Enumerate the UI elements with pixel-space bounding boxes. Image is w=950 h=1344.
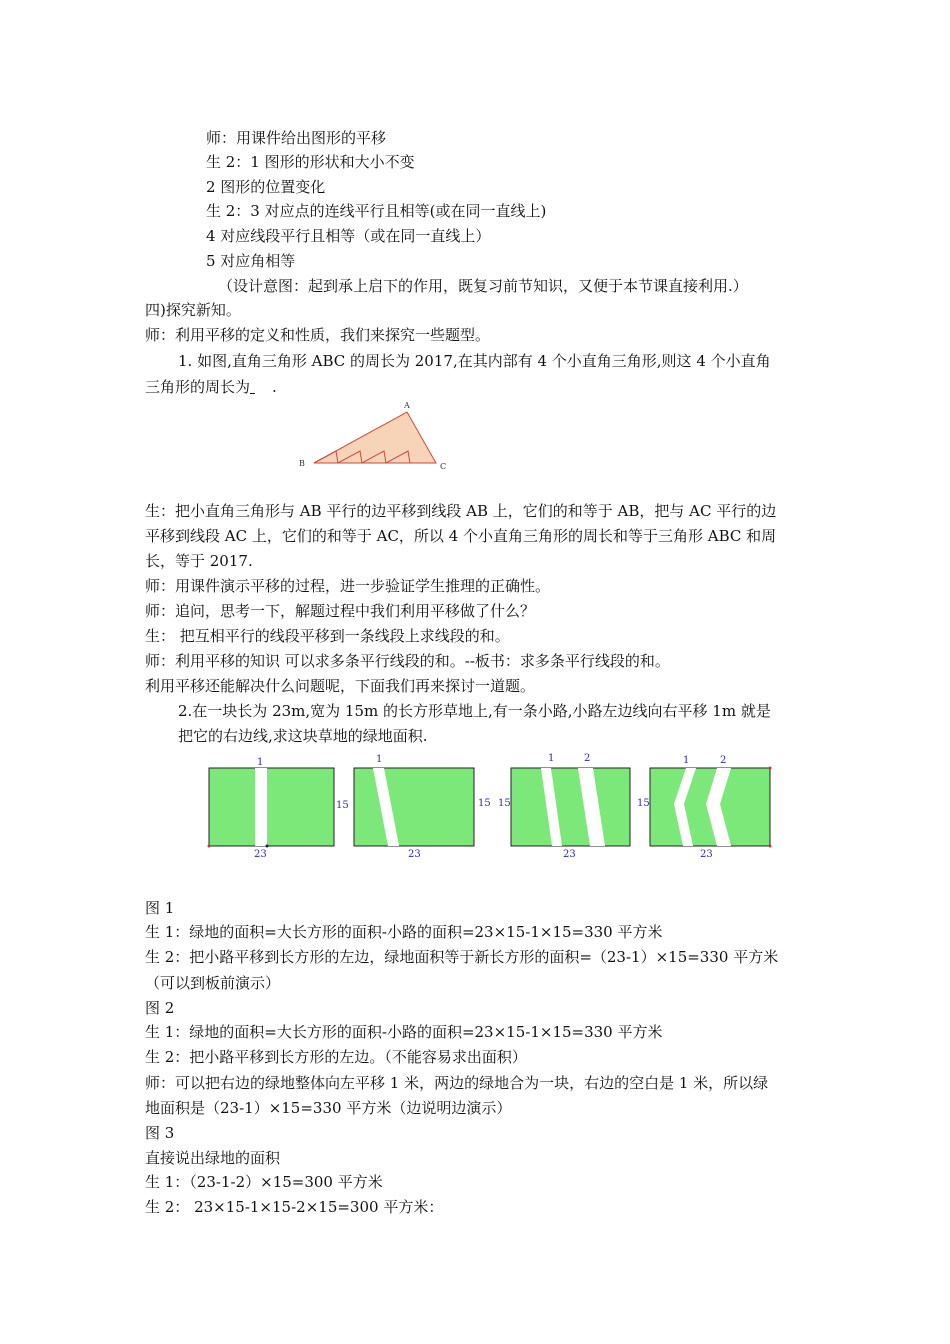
text-line: 生 1：（23-1-2）×15=300 平方米 (145, 1173, 383, 1191)
width-label-2: 2 (720, 755, 727, 766)
lawn (354, 768, 474, 846)
section-heading: 四)探究新知。 (145, 301, 241, 319)
lawn-figure-3 (498, 753, 630, 860)
text-line: 师：利用平移的知识 可以求多条平行线段的和。--板书：求多条平行线段的和。 (145, 652, 670, 670)
text-line: （可以到板前演示） (145, 974, 281, 992)
text-line: 生 2：把小路平移到长方形的左边。（不能容易求出面积） (145, 1048, 527, 1066)
vertex-a-label: A (404, 401, 410, 410)
width-label: 1 (257, 757, 264, 768)
figure-label: 图 2 (145, 999, 175, 1017)
corner-point (208, 845, 211, 848)
figure-label: 图 1 (145, 899, 175, 917)
problem-1-cont (145, 377, 277, 397)
design-note: （设计意图：起到承上启下的作用，既复习前节知识，又便于本节课直接利用.） (218, 277, 748, 295)
text-line: 长，等于 2017. (145, 552, 253, 570)
height-label: 15 (637, 798, 650, 809)
problem-1: 1. 如图,直角三角形 ABC 的周长为 2017,在其内部有 4 个小直角三角形,则这 4 个小直角 (178, 352, 771, 370)
figure-label: 图 3 (145, 1124, 175, 1142)
text-line: 师：追问，思考一下，解题过程中我们利用平移做了什么？ (145, 602, 536, 620)
vertex-c-label: C (440, 462, 447, 471)
text-line: 生 2： 23×15-1×15-2×15=300 平方米： (145, 1198, 444, 1216)
text-line: 生 1：绿地的面积=大长方形的面积-小路的面积=23×15-1×15=330 平方米 (145, 923, 663, 941)
height-label: 15 (478, 798, 491, 809)
corner-point (769, 767, 772, 770)
width-label-1: 1 (683, 755, 690, 766)
lawn-figure-1 (208, 757, 349, 860)
text-line: 生 2：1 图形的形状和大小不变 (206, 153, 415, 171)
corner-point (266, 845, 269, 848)
width-label: 1 (376, 754, 383, 765)
problem-1-period: . (272, 378, 277, 396)
text-line: 利用平移还能解决什么问题呢，下面我们再来探讨一道题。 (145, 677, 536, 695)
problem-1-text: 三角形的周长为 (145, 378, 251, 396)
length-label: 23 (254, 849, 267, 860)
text-line: 师：利用平移的定义和性质，我们来探究一些题型。 (145, 326, 491, 344)
triangle-figure (292, 396, 462, 476)
vertex-b-label: B (299, 459, 305, 468)
answer-blank (250, 377, 272, 397)
corner-point (769, 845, 772, 848)
lawn-figures (200, 748, 785, 863)
lawn (209, 768, 334, 846)
text-line: 4 对应线段平行且相等（或在同一直线上） (206, 227, 491, 245)
text-line: 生 1：绿地的面积=大长方形的面积-小路的面积=23×15-1×15=330 平方米 (145, 1023, 663, 1041)
problem-2: 2.在一块长为 23m,宽为 15m 的长方形草地上,有一条小路,小路左边线向右平移 1m 就是 (178, 702, 771, 720)
text-line: 地面积是（23-1）×15=330 平方米（边说明边演示） (145, 1099, 512, 1117)
height-label: 15 (336, 800, 349, 811)
text-line: 生 2：把小路平移到长方形的左边，绿地面积等于新长方形的面积=（23-1）×15=330 平方米 (145, 948, 779, 966)
text-line: 生 2：3 对应点的连线平行且相等(或在同一直线上) (206, 202, 547, 220)
lawn (511, 768, 630, 846)
lawn-figure-4 (637, 755, 772, 860)
lawn-figure-2 (354, 754, 491, 860)
height-label: 15 (498, 798, 511, 809)
text-line: 师：用课件给出图形的平移 (206, 129, 387, 147)
length-label: 23 (563, 849, 576, 860)
width-label-1: 1 (548, 753, 555, 764)
text-line: 师：可以把右边的绿地整体向左平移 1 米，两边的绿地合为一块，右边的空白是 1 米，所以绿 (145, 1074, 769, 1092)
text-line: 2 图形的位置变化 (206, 178, 326, 196)
text-line: 5 对应角相等 (206, 252, 296, 270)
text-line: 师：用课件演示平移的过程，进一步验证学生推理的正确性。 (145, 577, 551, 595)
length-label: 23 (700, 849, 713, 860)
text-line: 平移到线段 AC 上，它们的和等于 AC，所以 4 个小直角三角形的周长和等于三角形 ABC 和周 (145, 527, 777, 545)
width-label-2: 2 (584, 753, 591, 764)
problem-2-cont: 把它的右边线,求这块草地的绿地面积. (178, 727, 428, 745)
text-line: 生： 把互相平行的线段平移到一条线段上求线段的和。 (145, 627, 510, 645)
length-label: 23 (408, 849, 421, 860)
path-strip (255, 768, 267, 846)
text-line: 直接说出绿地的面积 (145, 1149, 281, 1167)
text-line: 生：把小直角三角形与 AB 平行的边平移到线段 AB 上，它们的和等于 AB，把与 AC 平行的边 (145, 502, 777, 520)
